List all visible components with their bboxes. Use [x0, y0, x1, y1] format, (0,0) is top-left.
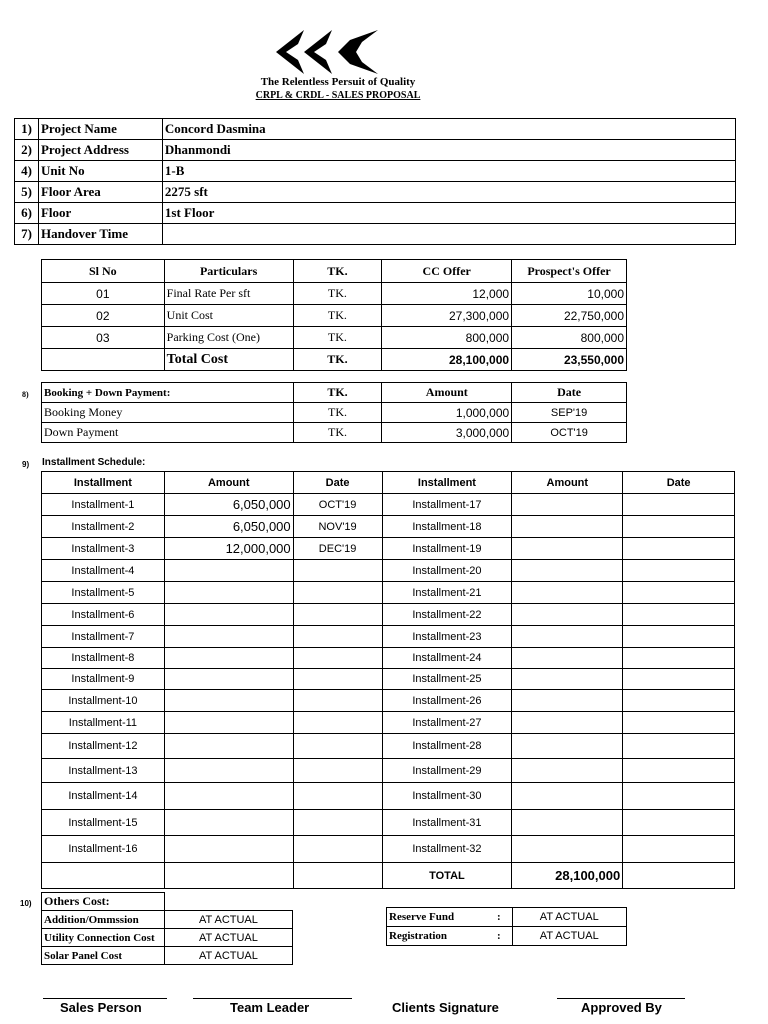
installment-amount: 6,050,000 [164, 516, 293, 538]
cc-offer: 800,000 [382, 327, 512, 349]
installment-row [42, 648, 735, 669]
sl-no: 03 [42, 327, 165, 349]
others-value: AT ACTUAL [164, 911, 292, 929]
booking-tk: TK. [293, 403, 382, 423]
schedule-title: Installment Schedule: [42, 457, 146, 468]
cost-row [42, 305, 627, 327]
info-label: Project Address [38, 140, 162, 161]
info-value [162, 224, 735, 245]
installment-date [293, 604, 382, 626]
installment-date-2 [623, 582, 735, 604]
info-number: 1) [15, 119, 39, 140]
installment-name: Installment-16 [42, 836, 165, 863]
installment-amount [164, 582, 293, 604]
installment-name-2: Installment-25 [382, 669, 512, 690]
installment-row [42, 516, 735, 538]
installment-name: Installment-15 [42, 810, 165, 836]
cost-row [42, 283, 627, 305]
installment-row [42, 783, 735, 810]
others-title-row [42, 893, 293, 911]
installment-date-2 [623, 494, 735, 516]
info-number: 2) [15, 140, 39, 161]
schedule-header-row [42, 472, 735, 494]
info-label: Unit No [38, 161, 162, 182]
installment-date [293, 669, 382, 690]
prospect-offer: 800,000 [512, 327, 627, 349]
others-value: AT ACTUAL [164, 929, 292, 947]
installment-name-2: Installment-17 [382, 494, 512, 516]
installment-amount [164, 560, 293, 582]
approved-by-label: Approved By [581, 1000, 662, 1015]
booking-header-row [42, 383, 627, 403]
reserve-colon: : [486, 908, 512, 927]
installment-date-2 [623, 712, 735, 734]
installment-date-2 [623, 669, 735, 690]
info-value: 2275 sft [162, 182, 735, 203]
prospect-offer-header: Prospect's Offer [512, 260, 627, 283]
booking-date: SEP'19 [512, 403, 627, 423]
others-cost-table [41, 892, 293, 965]
installment-date-2 [623, 538, 735, 560]
installment-row [42, 494, 735, 516]
installment-date-2 [623, 604, 735, 626]
installment-amount-2 [512, 560, 623, 582]
prospect-offer: 22,750,000 [512, 305, 627, 327]
installment-name-2: Installment-27 [382, 712, 512, 734]
installment-date [293, 690, 382, 712]
installment-name: Installment-12 [42, 734, 165, 759]
installment-name: Installment-9 [42, 669, 165, 690]
installment-amount-2 [512, 626, 623, 648]
booking-amount: 3,000,000 [382, 423, 512, 443]
schedule-total-label: TOTAL [382, 863, 512, 889]
booking-amount-header: Amount [382, 383, 512, 403]
installment-amount-2 [512, 669, 623, 690]
installment-amount-2 [512, 538, 623, 560]
booking-label: Down Payment [42, 423, 294, 443]
info-row [15, 140, 736, 161]
others-label: Solar Panel Cost [42, 947, 165, 965]
installment-amount-2 [512, 582, 623, 604]
cost-table [41, 259, 627, 371]
installment-date [293, 836, 382, 863]
reserve-value: AT ACTUAL [512, 927, 627, 946]
tk: TK. [293, 283, 382, 305]
installment-date: DEC'19 [293, 538, 382, 560]
info-value: Concord Dasmina [162, 119, 735, 140]
amount-header: Amount [164, 472, 293, 494]
particulars-header: Particulars [164, 260, 293, 283]
total-prospect-offer: 23,550,000 [512, 349, 627, 371]
others-title-empty [164, 893, 292, 911]
schedule-total-value: 28,100,000 [512, 863, 623, 889]
installment-date-2 [623, 690, 735, 712]
total-empty-4 [623, 863, 735, 889]
installment-name-2: Installment-28 [382, 734, 512, 759]
installment-amount-2 [512, 836, 623, 863]
installment-date [293, 626, 382, 648]
particular: Parking Cost (One) [164, 327, 293, 349]
installment-date [293, 648, 382, 669]
section-number-10: 10) [20, 899, 32, 908]
clients-signature-label: Clients Signature [392, 1000, 499, 1015]
section-number-9: 9) [22, 460, 30, 469]
installment-name: Installment-6 [42, 604, 165, 626]
installment-amount [164, 734, 293, 759]
installment-name-2: Installment-21 [382, 582, 512, 604]
tk: TK. [293, 327, 382, 349]
info-value: Dhanmondi [162, 140, 735, 161]
others-row [42, 947, 293, 965]
installment-name-2: Installment-32 [382, 836, 512, 863]
cc-offer: 12,000 [382, 283, 512, 305]
sales-person-label: Sales Person [60, 1000, 142, 1015]
installment-name: Installment-1 [42, 494, 165, 516]
installment-amount-2 [512, 690, 623, 712]
booking-date: OCT'19 [512, 423, 627, 443]
booking-table [41, 382, 627, 443]
booking-date-header: Date [512, 383, 627, 403]
others-value: AT ACTUAL [164, 947, 292, 965]
installment-amount [164, 810, 293, 836]
installment-name: Installment-11 [42, 712, 165, 734]
installment-row [42, 810, 735, 836]
cost-row [42, 327, 627, 349]
reserve-label: Reserve Fund [387, 908, 487, 927]
booking-tk-header: TK. [293, 383, 382, 403]
installment-amount: 12,000,000 [164, 538, 293, 560]
others-label: Utility Connection Cost [42, 929, 165, 947]
installment-amount-2 [512, 712, 623, 734]
installment-name: Installment-13 [42, 759, 165, 783]
particular: Unit Cost [164, 305, 293, 327]
total-cost-label: Total Cost [164, 349, 293, 371]
installment-date-2 [623, 626, 735, 648]
tk-header: TK. [293, 260, 382, 283]
installment-name: Installment-5 [42, 582, 165, 604]
installment-date-2 [623, 734, 735, 759]
installment-row [42, 560, 735, 582]
installment-date: OCT'19 [293, 494, 382, 516]
installment-name-2: Installment-31 [382, 810, 512, 836]
info-row [15, 161, 736, 182]
booking-row [42, 403, 627, 423]
cc-offer-header: CC Offer [382, 260, 512, 283]
reserve-colon: : [486, 927, 512, 946]
installment-date [293, 759, 382, 783]
date-header-2: Date [623, 472, 735, 494]
total-cost-row [42, 349, 627, 371]
reserve-label: Registration [387, 927, 487, 946]
installment-date-2 [623, 759, 735, 783]
installment-name: Installment-8 [42, 648, 165, 669]
others-row [42, 911, 293, 929]
sl-no-header: Sl No [42, 260, 165, 283]
installment-header: Installment [42, 472, 165, 494]
installment-name-2: Installment-26 [382, 690, 512, 712]
installment-amount-2 [512, 734, 623, 759]
installment-name: Installment-3 [42, 538, 165, 560]
installment-name-2: Installment-19 [382, 538, 512, 560]
info-value: 1-B [162, 161, 735, 182]
section-number-8: 8) [22, 390, 29, 399]
team-leader-label: Team Leader [230, 1000, 310, 1015]
particular: Final Rate Per sft [164, 283, 293, 305]
installment-amount [164, 783, 293, 810]
info-row [15, 203, 736, 224]
info-number: 5) [15, 182, 39, 203]
installment-date [293, 712, 382, 734]
installment-amount-2 [512, 648, 623, 669]
installment-schedule-table [41, 471, 735, 889]
sales-person-line [43, 998, 167, 999]
installment-amount-2 [512, 759, 623, 783]
total-empty-3 [293, 863, 382, 889]
prospect-offer: 10,000 [512, 283, 627, 305]
installment-name-2: Installment-24 [382, 648, 512, 669]
info-label: Floor [38, 203, 162, 224]
amount-header-2: Amount [512, 472, 623, 494]
installment-amount-2 [512, 604, 623, 626]
installment-row [42, 669, 735, 690]
installment-date [293, 810, 382, 836]
installment-row [42, 690, 735, 712]
booking-row [42, 423, 627, 443]
schedule-total-row [42, 863, 735, 889]
installment-name: Installment-2 [42, 516, 165, 538]
info-number: 7) [15, 224, 39, 245]
info-label: Handover Time [38, 224, 162, 245]
info-value: 1st Floor [162, 203, 735, 224]
team-leader-line [193, 998, 352, 999]
info-row [15, 119, 736, 140]
info-label: Floor Area [38, 182, 162, 203]
installment-amount [164, 648, 293, 669]
installment-amount-2 [512, 516, 623, 538]
total-empty-2 [164, 863, 293, 889]
cc-offer: 27,300,000 [382, 305, 512, 327]
tk: TK. [293, 305, 382, 327]
installment-date-2 [623, 783, 735, 810]
reserve-row [387, 908, 627, 927]
booking-amount: 1,000,000 [382, 403, 512, 423]
installment-name: Installment-10 [42, 690, 165, 712]
project-info-table [14, 118, 736, 245]
booking-tk: TK. [293, 423, 382, 443]
approved-by-line [557, 998, 685, 999]
installment-row [42, 759, 735, 783]
company-logo [276, 30, 382, 74]
reserve-row [387, 927, 627, 946]
installment-row [42, 836, 735, 863]
total-tk: TK. [293, 349, 382, 371]
installment-amount: 6,050,000 [164, 494, 293, 516]
installment-amount [164, 712, 293, 734]
installment-date [293, 582, 382, 604]
installment-date-2 [623, 810, 735, 836]
info-row [15, 182, 736, 203]
total-cc-offer: 28,100,000 [382, 349, 512, 371]
installment-name: Installment-4 [42, 560, 165, 582]
installment-name-2: Installment-29 [382, 759, 512, 783]
installment-amount-2 [512, 783, 623, 810]
installment-row [42, 626, 735, 648]
info-row [15, 224, 736, 245]
info-label: Project Name [38, 119, 162, 140]
document-title: CRPL & CRDL - SALES PROPOSAL [255, 90, 421, 101]
tagline: The Relentless Persuit of Quality [260, 76, 416, 88]
total-sl-empty [42, 349, 165, 371]
installment-row [42, 582, 735, 604]
installment-row [42, 538, 735, 560]
reserve-value: AT ACTUAL [512, 908, 627, 927]
sl-no: 01 [42, 283, 165, 305]
installment-name-2: Installment-18 [382, 516, 512, 538]
installment-date [293, 783, 382, 810]
installment-amount [164, 690, 293, 712]
info-number: 6) [15, 203, 39, 224]
installment-amount [164, 836, 293, 863]
sl-no: 02 [42, 305, 165, 327]
installment-name: Installment-14 [42, 783, 165, 810]
date-header: Date [293, 472, 382, 494]
installment-date-2 [623, 516, 735, 538]
installment-amount-2 [512, 810, 623, 836]
installment-row [42, 734, 735, 759]
cost-header-row [42, 260, 627, 283]
installment-row [42, 604, 735, 626]
total-empty-1 [42, 863, 165, 889]
booking-label: Booking Money [42, 403, 294, 423]
info-number: 4) [15, 161, 39, 182]
installment-name-2: Installment-20 [382, 560, 512, 582]
installment-date-2 [623, 836, 735, 863]
installment-name-2: Installment-22 [382, 604, 512, 626]
others-row [42, 929, 293, 947]
installment-amount [164, 626, 293, 648]
installment-date: NOV'19 [293, 516, 382, 538]
installment-amount [164, 759, 293, 783]
others-label: Addition/Ommssion [42, 911, 165, 929]
installment-date [293, 734, 382, 759]
installment-name-2: Installment-30 [382, 783, 512, 810]
installment-date [293, 560, 382, 582]
reserve-registration-table [386, 907, 627, 946]
installment-header-2: Installment [382, 472, 512, 494]
installment-name-2: Installment-23 [382, 626, 512, 648]
installment-amount [164, 604, 293, 626]
installment-row [42, 712, 735, 734]
installment-amount-2 [512, 494, 623, 516]
others-title: Others Cost: [42, 893, 165, 911]
installment-amount [164, 669, 293, 690]
installment-date-2 [623, 560, 735, 582]
installment-date-2 [623, 648, 735, 669]
booking-header: Booking + Down Payment: [42, 383, 294, 403]
installment-name: Installment-7 [42, 626, 165, 648]
